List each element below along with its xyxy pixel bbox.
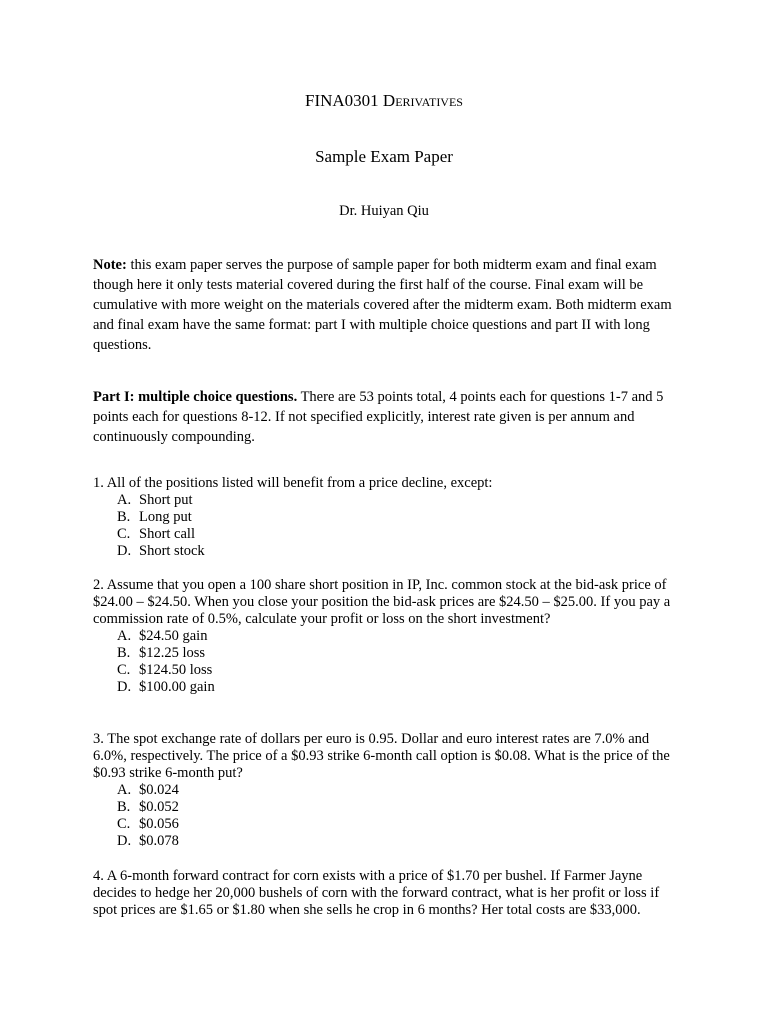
option-a (93, 628, 683, 645)
option-label: A. (117, 492, 132, 508)
part1-instructions (93, 387, 683, 447)
question-text: 1. All of the positions listed will benefit from a price decline, except: (93, 475, 493, 491)
option-label: D. (117, 679, 132, 695)
question-text: 3. The spot exchange rate of dollars per euro is 0.95. Dollar and euro interest rates are 7.0% and 6.0%, respectively. The price of a $0.93 strike 6-month call option is $0.08. What is the price of the $0.93 strike 6-month put? (93, 731, 670, 781)
page-subtitle: Sample Exam Paper (315, 147, 453, 166)
option-label: B. (117, 645, 131, 661)
option-list (93, 628, 683, 696)
note-paragraph (93, 255, 683, 355)
option-text: $100.00 gain (139, 679, 215, 695)
author-name: Dr. Huiyan Qiu (339, 203, 429, 219)
question-3 (93, 731, 683, 850)
part1-text: There are 53 points total, 4 points each for questions 1-7 and 5 points each for questions 8-12. If not specified explicitly, interest rate given is per annum and continuously compounding. (93, 389, 664, 445)
option-a (93, 782, 683, 799)
option-c (93, 526, 683, 543)
option-text: Short stock (139, 543, 205, 559)
option-d (93, 679, 683, 696)
course-name: Derivatives (382, 91, 463, 110)
option-label: A. (117, 628, 132, 644)
option-b (93, 799, 683, 816)
option-b (93, 645, 683, 662)
option-label: B. (117, 799, 131, 815)
option-d (93, 543, 683, 560)
option-text: $124.50 loss (139, 662, 213, 678)
note-label: Note: (93, 257, 127, 273)
course-title (0, 90, 768, 112)
note-text: this exam paper serves the purpose of sample paper for both midterm exam and final exam though here it only tests material covered during the first half of the course. Final exam will be cumulative with more weight on the materials covered after the midterm exam. Both midterm exam and final exam have the same format: part I with multiple choice questions and part II with long questions. (93, 257, 672, 353)
option-text: $0.024 (139, 782, 179, 798)
option-text: Short put (139, 492, 193, 508)
option-text: Short call (139, 526, 195, 542)
option-text: $24.50 gain (139, 628, 208, 644)
option-list (93, 782, 683, 850)
option-list (93, 492, 683, 560)
option-text: Long put (139, 509, 192, 525)
option-label: C. (117, 526, 131, 542)
option-text: $0.056 (139, 816, 179, 832)
question-2 (93, 577, 683, 696)
option-label: B. (117, 509, 131, 525)
option-label: A. (117, 782, 132, 798)
option-c (93, 816, 683, 833)
option-label: C. (117, 816, 131, 832)
part1-label: Part I: multiple choice questions. (93, 389, 298, 405)
question-text: 2. Assume that you open a 100 share short position in IP, Inc. common stock at the bid-ask price of $24.00 – $24.50. When you close your position the bid-ask prices are $24.50 – $25.00. If you pay a commission rate of 0.5%, calculate your profit or loss on the short investment? (93, 577, 671, 627)
question-1 (93, 475, 683, 560)
option-d (93, 833, 683, 850)
option-b (93, 509, 683, 526)
option-c (93, 662, 683, 679)
question-text: 4. A 6-month forward contract for corn exists with a price of $1.70 per bushel. If Farmer Jayne decides to hedge her 20,000 bushels of corn with the forward contract, what is her profit or loss if spot prices are $1.65 or $1.80 when she sells he crop in 6 months? Her total costs are $33,000. (93, 868, 660, 918)
option-label: D. (117, 833, 132, 849)
option-text: $0.078 (139, 833, 179, 849)
course-code: FINA0301 (305, 91, 379, 110)
option-text: $0.052 (139, 799, 179, 815)
option-label: C. (117, 662, 131, 678)
option-label: D. (117, 543, 132, 559)
question-4 (93, 868, 683, 919)
option-text: $12.25 loss (139, 645, 206, 661)
option-a (93, 492, 683, 509)
